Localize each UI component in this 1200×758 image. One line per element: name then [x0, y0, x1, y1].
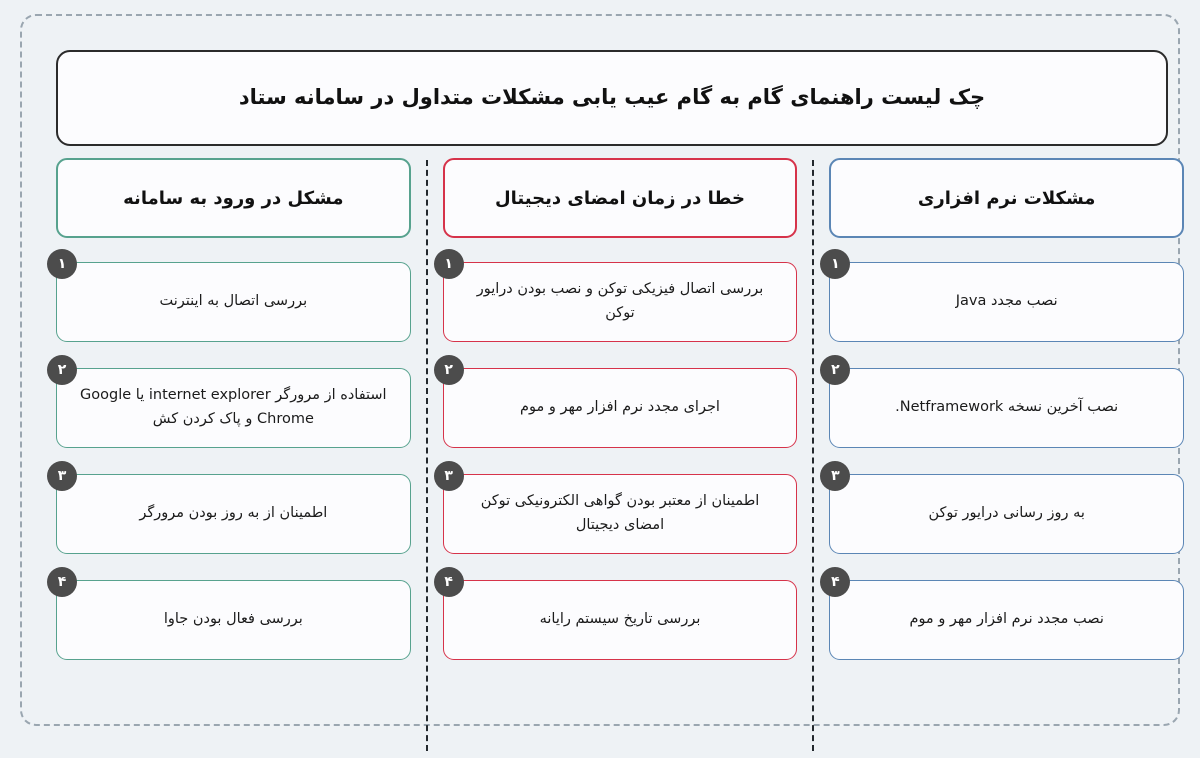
checklist-item-text: نصب مجدد نرم افزار مهر و موم — [909, 611, 1104, 628]
poster-inner — [20, 18, 1180, 736]
column-header-login-problems — [56, 158, 411, 238]
column-digital-signature-errors — [427, 158, 814, 743]
checklist-item-text: بررسی فعال بودن جاوا — [163, 611, 303, 628]
checklist-item-text: نصب مجدد Java — [955, 293, 1058, 310]
checklist-item[interactable] — [829, 468, 1184, 554]
checklist-item[interactable] — [829, 574, 1184, 660]
card-list-login-problems — [56, 256, 411, 743]
checklist-item[interactable] — [56, 468, 411, 554]
step-number-badge: ٢ — [434, 355, 464, 385]
checklist-item[interactable] — [443, 574, 798, 660]
step-number-badge: ١ — [434, 249, 464, 279]
checklist-item-text: به روز رسانی درایور توکن — [928, 505, 1085, 522]
step-number-badge: ٢ — [820, 355, 850, 385]
step-number-badge: ۴ — [47, 567, 77, 597]
checklist-item-text: اطمینان از به روز بودن مرورگر — [139, 505, 328, 522]
column-header-digital-signature-errors — [443, 158, 798, 238]
step-number-badge: ١ — [820, 249, 850, 279]
column-header-label: خطا در زمان امضای دیجیتال — [495, 187, 745, 209]
checklist-item[interactable] — [829, 362, 1184, 448]
checklist-item-text: نصب آخرین نسخه Netframework. — [895, 399, 1119, 416]
checklist-item[interactable] — [56, 362, 411, 448]
columns-container — [40, 158, 1200, 743]
checklist-item[interactable] — [443, 362, 798, 448]
checklist-item-text: بررسی تاریخ سیستم رایانه — [539, 611, 701, 628]
step-number-badge: ۴ — [820, 567, 850, 597]
checklist-item-text: اجرای مجدد نرم افزار مهر و موم — [520, 399, 720, 416]
checklist-item[interactable] — [443, 256, 798, 342]
step-number-badge: ۴ — [434, 567, 464, 597]
column-header-label: مشکل در ورود به سامانه — [123, 187, 344, 209]
page-title-box — [56, 50, 1168, 146]
column-login-problems — [40, 158, 427, 743]
column-software-problems — [813, 158, 1200, 743]
checklist-item-text: بررسی اتصال فیزیکی توکن و نصب بودن درایور توکن — [476, 281, 764, 321]
checklist-item[interactable] — [56, 574, 411, 660]
page-title: چک لیست راهنمای گام به گام عیب یابی مشکلات متداول در سامانه ستاد — [238, 85, 986, 110]
card-list-software-problems — [829, 256, 1184, 743]
card-list-digital-signature-errors — [443, 256, 798, 743]
checklist-item-text: استفاده از مرورگر internet explorer یا Google Chrome و پاک کردن کش — [80, 387, 387, 427]
checklist-item-text: اطمینان از معتبر بودن گواهی الکترونیکی توکن امضای دیجیتال — [480, 493, 760, 533]
column-header-label: مشکلات نرم افزاری — [917, 187, 1096, 209]
checklist-item-text: بررسی اتصال به اینترنت — [159, 293, 308, 310]
checklist-item[interactable] — [443, 468, 798, 554]
checklist-item[interactable] — [829, 256, 1184, 342]
step-number-badge: ٣ — [47, 461, 77, 491]
step-number-badge: ١ — [47, 249, 77, 279]
step-number-badge: ٢ — [47, 355, 77, 385]
column-header-software-problems — [829, 158, 1184, 238]
checklist-item[interactable] — [56, 256, 411, 342]
step-number-badge: ٣ — [820, 461, 850, 491]
step-number-badge: ٣ — [434, 461, 464, 491]
